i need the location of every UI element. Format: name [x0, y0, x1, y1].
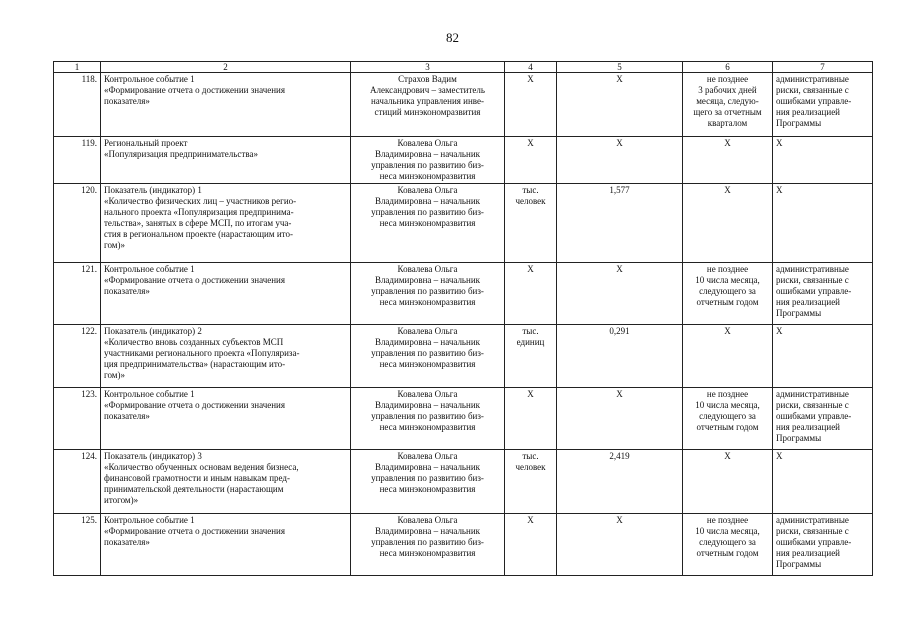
- unit-of-measure-line: X: [527, 515, 534, 525]
- indicator-value-cell: X: [557, 388, 683, 450]
- deadline-line: не позднее: [706, 74, 749, 84]
- risks-line: ошибками управле-: [776, 286, 852, 296]
- responsible-person-line: Ковалева Ольга: [397, 138, 458, 148]
- responsible-person-cell: [351, 137, 505, 184]
- table-row: [54, 514, 873, 576]
- event-name-cell: [101, 514, 351, 576]
- event-name-line: Контрольное событие 1: [104, 389, 195, 399]
- event-name-line: Показатель (индикатор) 3: [104, 451, 202, 461]
- deadline-cell: [683, 514, 773, 576]
- responsible-person-line: Владимировна – начальник: [374, 526, 481, 536]
- page-number: 82: [446, 30, 459, 45]
- risks-cell: [773, 73, 873, 137]
- deadline-line: 10 числа месяца,: [695, 526, 760, 536]
- event-name-line: «Количество обученных основам ведения бизнеса,: [104, 462, 299, 472]
- unit-of-measure-line: тыс.: [522, 185, 539, 195]
- indicator-value-cell: 2,419: [557, 450, 683, 514]
- risks-line: Программы: [776, 559, 822, 569]
- responsible-person-line: управления по развитию биз-: [371, 411, 484, 421]
- deadline-line: кварталом: [707, 118, 748, 128]
- event-name-line: «Формирование отчета о достижении значения: [104, 526, 286, 536]
- deadline-line: X: [724, 326, 731, 336]
- unit-of-measure-cell: [505, 388, 557, 450]
- responsible-person-line: Ковалева Ольга: [397, 264, 458, 274]
- indicator-value-cell: 1,577: [557, 184, 683, 263]
- event-name-line: принимательской деятельности (нарастающим: [104, 484, 284, 494]
- risks-line: риски, связанные с: [776, 400, 849, 410]
- responsible-person-line: Ковалева Ольга: [397, 515, 458, 525]
- indicator-value-cell: X: [557, 514, 683, 576]
- risks-line: X: [776, 138, 783, 148]
- deadline-cell: [683, 450, 773, 514]
- table-row: [54, 325, 873, 388]
- deadline-line: следующего за: [699, 286, 756, 296]
- risks-cell: [773, 263, 873, 325]
- event-name-line: тельства», занятых в сфере МСП, по итогам уча-: [104, 218, 292, 228]
- event-name-line: участниками регионального проекта «Популяриза-: [104, 348, 300, 358]
- risks-line: Программы: [776, 118, 822, 128]
- event-name-cell: [101, 450, 351, 514]
- unit-of-measure-cell: [505, 184, 557, 263]
- responsible-person-line: управления по развитию биз-: [371, 286, 484, 296]
- column-header: 1: [54, 62, 101, 73]
- unit-of-measure-line: тыс.: [522, 451, 539, 461]
- responsible-person-line: Александрович – заместитель: [370, 85, 485, 95]
- responsible-person-line: Владимировна – начальник: [374, 275, 481, 285]
- deadline-line: 3 рабочих дней: [698, 85, 757, 95]
- responsible-person-cell: [351, 450, 505, 514]
- unit-of-measure-line: тыс.: [522, 326, 539, 336]
- risks-cell: [773, 137, 873, 184]
- risks-cell: [773, 325, 873, 388]
- unit-of-measure-line: единиц: [516, 337, 545, 347]
- responsible-person-line: неса минэкономразвития: [379, 218, 476, 228]
- table-row: [54, 184, 873, 263]
- deadline-line: месяца, следую-: [696, 96, 759, 106]
- unit-of-measure-cell: [505, 73, 557, 137]
- responsible-person-cell: [351, 514, 505, 576]
- event-name-line: Контрольное событие 1: [104, 515, 195, 525]
- row-number-cell: 122.: [54, 325, 101, 388]
- table-row: [54, 450, 873, 514]
- risks-line: ошибками управле-: [776, 96, 852, 106]
- program-table: [53, 61, 873, 576]
- responsible-person-line: неса минэкономразвития: [379, 422, 476, 432]
- table-row: [54, 137, 873, 184]
- unit-of-measure-cell: [505, 263, 557, 325]
- risks-line: административные: [776, 74, 849, 84]
- risks-line: X: [776, 326, 783, 336]
- risks-cell: [773, 450, 873, 514]
- event-name-line: Показатель (индикатор) 2: [104, 326, 202, 336]
- row-number-cell: 121.: [54, 263, 101, 325]
- event-name-line: «Формирование отчета о достижении значения: [104, 85, 286, 95]
- risks-line: административные: [776, 515, 849, 525]
- unit-of-measure-cell: [505, 450, 557, 514]
- table-row: [54, 388, 873, 450]
- indicator-value-cell: X: [557, 263, 683, 325]
- deadline-line: не позднее: [706, 264, 749, 274]
- responsible-person-line: Страхов Вадим: [398, 74, 457, 84]
- column-number-row: [54, 62, 873, 73]
- deadline-line: щего за отчетным: [693, 107, 762, 117]
- deadline-line: отчетным годом: [696, 422, 759, 432]
- responsible-person-line: неса минэкономразвития: [379, 484, 476, 494]
- risks-line: Программы: [776, 433, 822, 443]
- event-name-line: показателя»: [104, 96, 150, 106]
- risks-line: ошибками управле-: [776, 411, 852, 421]
- column-header: 2: [101, 62, 351, 73]
- risks-line: X: [776, 451, 783, 461]
- unit-of-measure-line: человек: [515, 196, 546, 206]
- unit-of-measure-cell: [505, 325, 557, 388]
- responsible-person-cell: [351, 325, 505, 388]
- event-name-line: стия в региональном проекте (нарастающим ито-: [104, 229, 293, 239]
- deadline-line: X: [724, 185, 731, 195]
- row-number-cell: 118.: [54, 73, 101, 137]
- responsible-person-line: Ковалева Ольга: [397, 185, 458, 195]
- event-name-cell: [101, 73, 351, 137]
- responsible-person-line: неса минэкономразвития: [379, 548, 476, 558]
- unit-of-measure-cell: [505, 137, 557, 184]
- indicator-value-cell: 0,291: [557, 325, 683, 388]
- risks-line: X: [776, 185, 783, 195]
- responsible-person-cell: [351, 73, 505, 137]
- risks-line: административные: [776, 389, 849, 399]
- event-name-cell: [101, 263, 351, 325]
- event-name-line: финансовой грамотности и иным навыкам пред-: [104, 473, 290, 483]
- deadline-cell: [683, 388, 773, 450]
- event-name-line: показателя»: [104, 411, 150, 421]
- unit-of-measure-line: X: [527, 74, 534, 84]
- event-name-line: показателя»: [104, 537, 150, 547]
- event-name-line: итогом)»: [104, 495, 139, 505]
- event-name-line: «Формирование отчета о достижении значения: [104, 400, 286, 410]
- risks-cell: [773, 514, 873, 576]
- responsible-person-line: Владимировна – начальник: [374, 196, 481, 206]
- table-body: [54, 73, 873, 576]
- deadline-line: X: [724, 138, 731, 148]
- unit-of-measure-line: X: [527, 138, 534, 148]
- column-header: 6: [683, 62, 773, 73]
- unit-of-measure-line: X: [527, 389, 534, 399]
- deadline-line: X: [724, 451, 731, 461]
- deadline-cell: [683, 184, 773, 263]
- deadline-line: отчетным годом: [696, 297, 759, 307]
- deadline-cell: [683, 325, 773, 388]
- event-name-line: «Количество физических лиц – участников регио-: [104, 196, 297, 206]
- responsible-person-line: управления по развитию биз-: [371, 473, 484, 483]
- responsible-person-line: управления по развитию биз-: [371, 160, 484, 170]
- responsible-person-line: Владимировна – начальник: [374, 149, 481, 159]
- event-name-line: «Популяризация предпринимательства»: [104, 149, 258, 159]
- responsible-person-line: Ковалева Ольга: [397, 451, 458, 461]
- deadline-line: 10 числа месяца,: [695, 275, 760, 285]
- risks-line: ния реализацией: [776, 107, 841, 117]
- responsible-person-line: управления по развитию биз-: [371, 348, 484, 358]
- event-name-line: «Количество вновь созданных субъектов МСП: [104, 337, 284, 347]
- responsible-person-line: управления по развитию биз-: [371, 537, 484, 547]
- row-number-cell: 123.: [54, 388, 101, 450]
- risks-line: ния реализацией: [776, 548, 841, 558]
- responsible-person-line: неса минэкономразвития: [379, 171, 476, 181]
- risks-line: административные: [776, 264, 849, 274]
- responsible-person-line: неса минэкономразвития: [379, 297, 476, 307]
- event-name-cell: [101, 325, 351, 388]
- responsible-person-line: Владимировна – начальник: [374, 337, 481, 347]
- indicator-value-cell: X: [557, 73, 683, 137]
- row-number-cell: 125.: [54, 514, 101, 576]
- row-number-cell: 120.: [54, 184, 101, 263]
- column-header: 5: [557, 62, 683, 73]
- risks-line: риски, связанные с: [776, 526, 849, 536]
- responsible-person-line: стиций минэкономразвития: [374, 107, 481, 117]
- column-header: 7: [773, 62, 873, 73]
- responsible-person-line: Владимировна – начальник: [374, 462, 481, 472]
- table-row: [54, 263, 873, 325]
- event-name-line: показателя»: [104, 286, 150, 296]
- event-name-line: нального проекта «Популяризация предпринима-: [104, 207, 294, 217]
- responsible-person-line: Ковалева Ольга: [397, 326, 458, 336]
- table-row: [54, 73, 873, 137]
- responsible-person-line: управления по развитию биз-: [371, 207, 484, 217]
- event-name-line: гом)»: [104, 370, 125, 380]
- row-number-cell: 124.: [54, 450, 101, 514]
- deadline-cell: [683, 263, 773, 325]
- responsible-person-cell: [351, 388, 505, 450]
- unit-of-measure-cell: [505, 514, 557, 576]
- event-name-line: ция предпринимательства» (нарастающим ито-: [104, 359, 286, 369]
- event-name-line: Контрольное событие 1: [104, 264, 195, 274]
- deadline-line: следующего за: [699, 411, 756, 421]
- event-name-cell: [101, 388, 351, 450]
- responsible-person-line: начальника управления инве-: [370, 96, 485, 106]
- risks-line: ния реализацией: [776, 422, 841, 432]
- event-name-cell: [101, 137, 351, 184]
- deadline-line: не позднее: [706, 515, 749, 525]
- event-name-line: Показатель (индикатор) 1: [104, 185, 202, 195]
- risks-line: риски, связанные с: [776, 275, 849, 285]
- risks-line: ошибками управле-: [776, 537, 852, 547]
- deadline-cell: [683, 73, 773, 137]
- deadline-line: следующего за: [699, 537, 756, 547]
- responsible-person-cell: [351, 184, 505, 263]
- column-header: 3: [351, 62, 505, 73]
- event-name-line: гом)»: [104, 240, 125, 250]
- deadline-line: не позднее: [706, 389, 749, 399]
- responsible-person-line: Ковалева Ольга: [397, 389, 458, 399]
- event-name-line: Контрольное событие 1: [104, 74, 195, 84]
- unit-of-measure-line: X: [527, 264, 534, 274]
- unit-of-measure-line: человек: [515, 462, 546, 472]
- event-name-line: Региональный проект: [104, 138, 188, 148]
- risks-line: Программы: [776, 308, 822, 318]
- responsible-person-line: неса минэкономразвития: [379, 359, 476, 369]
- responsible-person-line: Владимировна – начальник: [374, 400, 481, 410]
- deadline-line: 10 числа месяца,: [695, 400, 760, 410]
- risks-cell: [773, 388, 873, 450]
- deadline-line: отчетным годом: [696, 548, 759, 558]
- row-number-cell: 119.: [54, 137, 101, 184]
- risks-line: риски, связанные с: [776, 85, 849, 95]
- event-name-cell: [101, 184, 351, 263]
- risks-cell: [773, 184, 873, 263]
- risks-line: ния реализацией: [776, 297, 841, 307]
- responsible-person-cell: [351, 263, 505, 325]
- indicator-value-cell: X: [557, 137, 683, 184]
- column-header: 4: [505, 62, 557, 73]
- event-name-line: «Формирование отчета о достижении значения: [104, 275, 286, 285]
- deadline-cell: [683, 137, 773, 184]
